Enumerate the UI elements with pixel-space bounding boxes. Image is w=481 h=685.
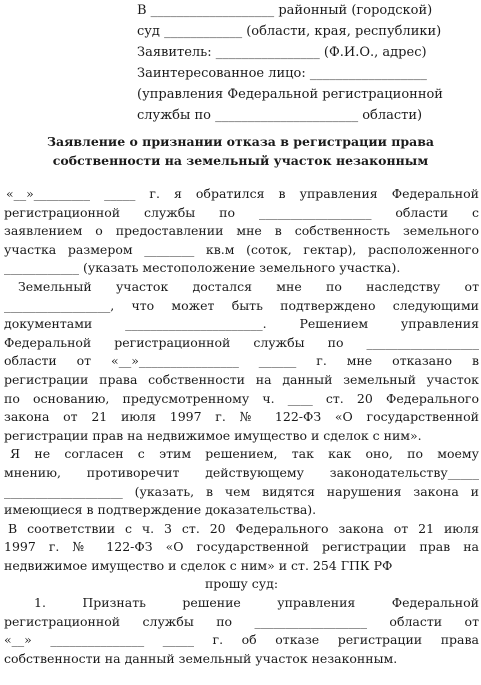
body-line: заявлением о предоставлении мне в собственность земельного	[4, 223, 479, 239]
body-line: мнению, противоречит действующему законодательству_____	[4, 464, 479, 480]
document-header	[137, 0, 481, 126]
body-line: 1997 г. № 122-ФЗ «О государственной регистрации прав на	[4, 539, 479, 555]
body-line: «__» _______________ _____ г. об отказе регистрации права	[4, 632, 479, 648]
body-line: _________________, что может быть подтверждено следующими	[4, 297, 479, 313]
header-registration-office-line: (управления Федеральной регистрационной	[137, 87, 443, 102]
document-body	[4, 185, 479, 668]
body-line: Федеральной регистрационной службы по __________________	[4, 334, 479, 350]
header-interested-party-line: Заинтересованное лицо: __________________	[137, 66, 427, 81]
body-line: регистрации права собственности на данный земельный участок	[4, 371, 479, 387]
document-title	[0, 132, 481, 170]
body-line: прошу суд:	[204, 576, 279, 592]
title-line-2: собственности на земельный участок незаконным	[52, 153, 429, 168]
body-line: ____________ (указать местоположение земельного участка).	[4, 260, 401, 276]
header-court-region-line: суд ____________ (области, края, республики)	[137, 24, 442, 39]
title-line-1: Заявление о признании отказа в регистрации права	[46, 134, 435, 149]
body-line: ___________________ (указать, в чем видятся нарушения закона и	[4, 483, 479, 499]
body-line: по основанию, предусмотренному ч. ____ ст. 20 Федерального	[4, 390, 479, 406]
body-line: Земельный участок достался мне по наследству от	[18, 278, 479, 294]
header-applicant-line: Заявитель: ________________ (Ф.И.О., адрес)	[137, 45, 427, 60]
body-line: документами ______________________. Решением управления	[4, 316, 479, 332]
body-line: 1. Признать решение управления Федеральной	[34, 595, 479, 611]
body-line: закона от 21 июля 1997 г. № 122-ФЗ «О государственной	[4, 409, 479, 425]
body-line: регистрации прав на недвижимое имущество и сделок с ним».	[4, 427, 422, 443]
body-line: участка размером ________ кв.м (соток, гектар), расположенного	[4, 241, 479, 257]
body-line: В соответствии с ч. 3 ст. 20 Федерального закона от 21 июля	[8, 520, 479, 536]
body-line: собственности на данный земельный участок незаконным.	[4, 650, 398, 666]
body-line: Я не согласен с этим решением, так как оно, по моему	[10, 446, 479, 462]
body-line: недвижимое имущество и сделок с ним» и ст. 254 ГПК РФ	[4, 557, 393, 573]
body-line: имеющиеся в подтверждение доказательства).	[4, 502, 317, 518]
body-line: регистрационной службы по __________________ области с	[4, 204, 479, 220]
header-registration-region-line: службы по ______________________ области)	[137, 108, 423, 123]
body-line: регистрационной службы по __________________ области от	[4, 613, 479, 629]
body-line: области от «__»________________ ______ г. мне отказано в	[4, 353, 479, 369]
body-line: «__»_________ _____ г. я обратился в управления Федеральной	[6, 186, 479, 201]
header-court-line: В ___________________ районный (городской)	[137, 3, 433, 18]
